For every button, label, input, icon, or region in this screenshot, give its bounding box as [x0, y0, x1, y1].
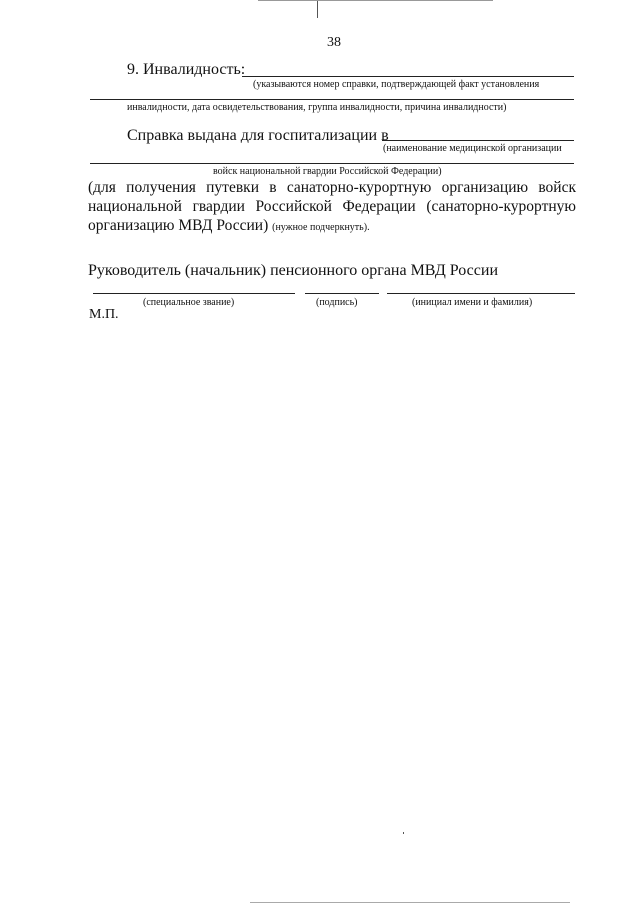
hospital-fill-line-2 [90, 163, 574, 164]
sign-line [305, 293, 379, 294]
hospital-hint-line2: войск национальной гвардии Российской Федерации) [213, 166, 442, 177]
item9-hint-line1: (указываются номер справки, подтверждающей факт установления [253, 79, 540, 90]
purpose-line2: национальной гвардии Российской Федерации (санаторно-курортную [88, 198, 576, 215]
item9-fill-line [242, 76, 574, 77]
purpose-line3-wrap [88, 216, 576, 237]
hospital-hint-line1: (наименование медицинской организации [383, 143, 562, 154]
stamp-label: М.П. [89, 307, 119, 322]
purpose-line3: организацию МВД России) [88, 217, 269, 234]
scan-mark-bottom-line [250, 902, 570, 903]
signature-title: Руководитель (начальник) пенсионного органа МВД России [88, 262, 499, 279]
purpose-paragraph [88, 178, 576, 237]
scan-mark-top-line [258, 0, 493, 1]
page-number: 38 [327, 35, 341, 50]
rank-caption: (специальное звание) [143, 297, 235, 308]
name-line [387, 293, 575, 294]
scan-mark-top [317, 0, 318, 18]
rank-line [93, 293, 295, 294]
hospital-label: Справка выдана для госпитализации в [127, 127, 389, 144]
purpose-note: (нужное подчеркнуть). [272, 222, 370, 233]
scan-dot [403, 832, 404, 834]
item9-hint-line2: инвалидности, дата освидетельствования, группа инвалидности, причина инвалидности) [127, 102, 507, 113]
item9-label: 9. Инвалидность: [127, 61, 246, 78]
sign-caption: (подпись) [316, 297, 358, 308]
item9-fill-line-2 [90, 99, 574, 100]
name-caption: (инициал имени и фамилия) [412, 297, 533, 308]
hospital-fill-line [382, 140, 574, 141]
purpose-line1: (для получения путевки в санаторно-курортную организацию войск [88, 179, 576, 196]
